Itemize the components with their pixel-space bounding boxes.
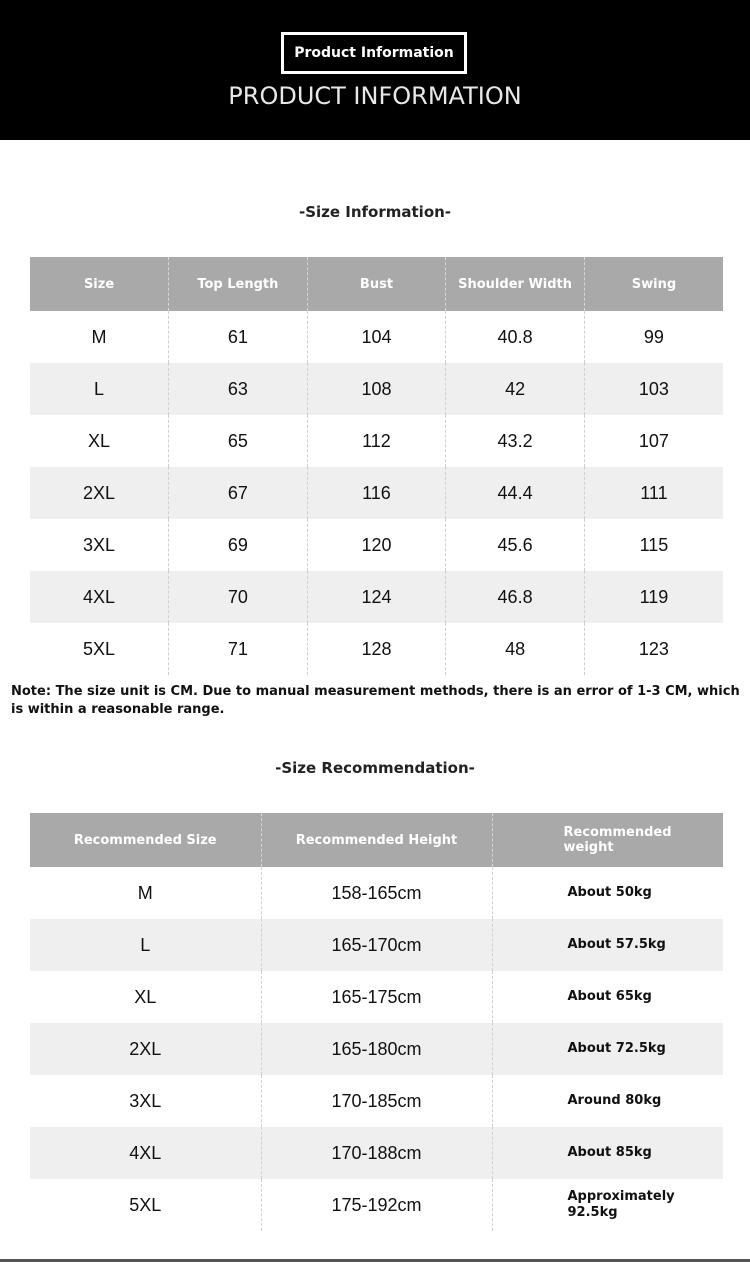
table-cell: About 85kg xyxy=(492,1127,723,1179)
column-header: Recommended Height xyxy=(261,813,492,867)
table-cell: 44.4 xyxy=(446,467,585,519)
header-title-box: Product Information xyxy=(281,32,467,74)
table-cell: XL xyxy=(134,986,157,1007)
column-header: Size xyxy=(30,257,169,311)
table-row xyxy=(30,415,723,467)
table-cell: 67 xyxy=(169,467,308,519)
table-cell: 108 xyxy=(307,363,446,415)
table-cell: Approximately 92.5kg xyxy=(492,1179,723,1231)
table-cell: 43.2 xyxy=(446,415,585,467)
table-cell: 46.8 xyxy=(446,571,585,623)
table-cell: 40.8 xyxy=(446,311,585,363)
table-cell: 112 xyxy=(307,415,446,467)
table-cell: 3XL xyxy=(129,1090,162,1111)
table-row xyxy=(30,1127,723,1179)
table-row xyxy=(30,311,723,363)
table-cell: About 50kg xyxy=(492,867,723,919)
table-cell: 71 xyxy=(169,623,308,675)
table-cell: 107 xyxy=(584,415,723,467)
table-cell: 120 xyxy=(307,519,446,571)
table-cell: 170-185cm xyxy=(261,1075,492,1127)
size-recommendation-title: -Size Recommendation- xyxy=(275,759,475,777)
table-cell: 2XL xyxy=(30,1023,261,1075)
table-cell: 48 xyxy=(446,623,585,675)
table-cell: 111 xyxy=(584,467,723,519)
column-header: Bust xyxy=(307,257,446,311)
table-cell: XL xyxy=(88,430,111,451)
column-header: Top Length xyxy=(169,257,308,311)
table-cell: 4XL xyxy=(30,571,169,623)
table-cell: 165-175cm xyxy=(261,971,492,1023)
table-cell: 69 xyxy=(169,519,308,571)
table-cell: M xyxy=(91,326,107,347)
table-cell: About 57.5kg xyxy=(492,919,723,971)
table-row xyxy=(30,519,723,571)
table-cell: 4XL xyxy=(30,1127,261,1179)
size-note: Note: The size unit is CM. Due to manual measurement methods, there is an error of 1-3 CM, which is within a reasonable range. xyxy=(11,684,740,717)
table-cell: L xyxy=(30,363,169,415)
table-cell: 128 xyxy=(307,623,446,675)
table-row xyxy=(30,623,723,675)
table-cell: 115 xyxy=(584,519,723,571)
table-cell: 119 xyxy=(584,571,723,623)
table-cell: 175-192cm xyxy=(261,1179,492,1231)
table-cell: 42 xyxy=(446,363,585,415)
table-cell: About 65kg xyxy=(492,971,723,1023)
table-row xyxy=(30,1023,723,1075)
table-row xyxy=(30,919,723,971)
table-cell: 45.6 xyxy=(446,519,585,571)
table-cell: 5XL xyxy=(83,638,116,659)
table-cell: 65 xyxy=(169,415,308,467)
column-header: Recommended Size xyxy=(30,813,261,867)
header-banner xyxy=(0,0,750,140)
table-cell: 124 xyxy=(307,571,446,623)
header-subtitle: PRODUCT INFORMATION xyxy=(228,82,522,110)
table-header-row xyxy=(30,257,723,311)
table-cell: 170-188cm xyxy=(261,1127,492,1179)
table-cell: 99 xyxy=(584,311,723,363)
table-row xyxy=(30,363,723,415)
table-row xyxy=(30,1075,723,1127)
table-row xyxy=(30,1179,723,1231)
table-row xyxy=(30,467,723,519)
table-cell: 3XL xyxy=(83,534,116,555)
table-cell: Around 80kg xyxy=(492,1075,723,1127)
table-row xyxy=(30,971,723,1023)
table-cell: 165-170cm xyxy=(261,919,492,971)
table-cell: 104 xyxy=(307,311,446,363)
column-header: Recommended weight xyxy=(492,813,723,867)
table-row xyxy=(30,867,723,919)
table-cell: 116 xyxy=(307,467,446,519)
table-cell: 61 xyxy=(169,311,308,363)
table-cell: About 72.5kg xyxy=(492,1023,723,1075)
table-cell: 158-165cm xyxy=(261,867,492,919)
table-cell: 123 xyxy=(584,623,723,675)
size-information-title: -Size Information- xyxy=(298,203,452,221)
table-cell: 165-180cm xyxy=(261,1023,492,1075)
table-cell: L xyxy=(30,919,261,971)
column-header: Swing xyxy=(584,257,723,311)
size-recommendation-table xyxy=(30,813,723,1231)
column-header: Shoulder Width xyxy=(446,257,585,311)
table-cell: 63 xyxy=(169,363,308,415)
table-cell: 5XL xyxy=(129,1194,162,1215)
table-cell: 103 xyxy=(584,363,723,415)
table-cell: 70 xyxy=(169,571,308,623)
table-cell: 2XL xyxy=(30,467,169,519)
table-header-row xyxy=(30,813,723,867)
size-information-table xyxy=(30,257,723,675)
table-row xyxy=(30,571,723,623)
table-cell: M xyxy=(137,882,153,903)
